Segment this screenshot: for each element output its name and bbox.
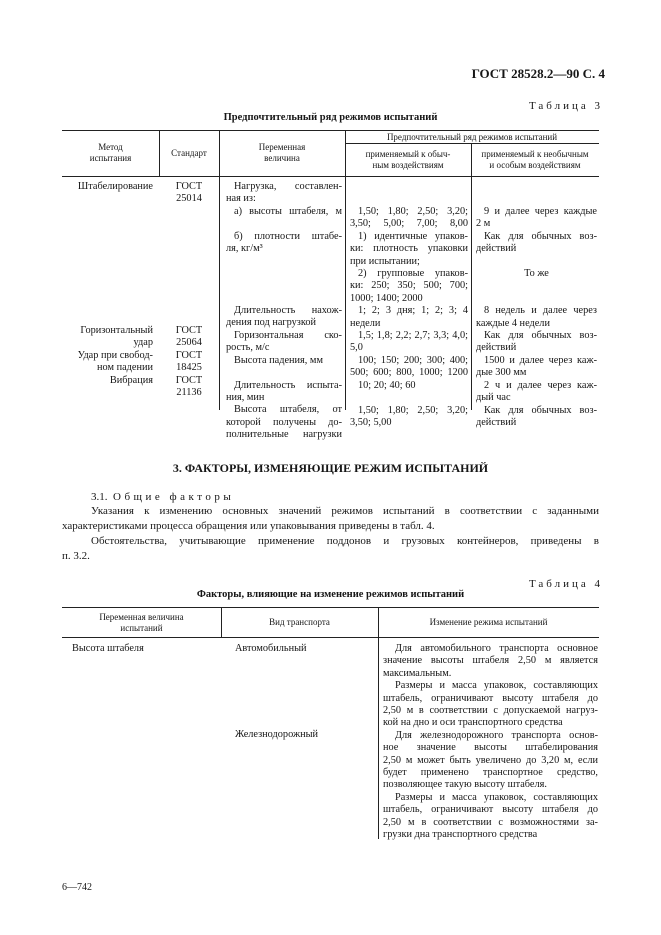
table4-header-transport: Вид транспорта <box>269 617 330 627</box>
table3-method: Вибрация <box>109 375 153 386</box>
table3-col-rule-4 <box>471 143 472 410</box>
table3-method: Горизонтальный удар <box>80 325 153 349</box>
table3-standard: ГОСТ 25014 <box>175 181 203 205</box>
table3-method: Удар при свобод- ном падении <box>77 350 153 374</box>
table3-header-bottom-rule <box>62 176 599 177</box>
table3-header-mid-rule <box>345 143 599 144</box>
page-footer: 6—742 <box>62 882 92 893</box>
table3-top-rule <box>62 130 599 131</box>
table4-header-bottom-rule <box>62 637 599 638</box>
table3-col-rule-2 <box>219 130 220 410</box>
table3-standard: ГОСТ 18425 <box>175 350 203 374</box>
table3-header-special: применяемый к необычным и особым воздействиям <box>481 149 589 170</box>
table3-standard: ГОСТ 21136 <box>175 375 203 399</box>
table3-variable-column: Нагрузка, составлен- ная из: а) высоты штабеля, м б) плотности штабе- ля, кг/м³ Длительность нахож- дения под нагрузкой Горизонтальная ско- рость, м/с Высота падения, мм Длительность испыта- ния, мин Высота штабеля, от которой получены до- полнительные нагрузки <box>226 181 342 441</box>
table4-top-rule <box>62 607 599 608</box>
table3-col-rule-3 <box>345 130 346 410</box>
table3-header-standard: Стандарт <box>171 148 207 158</box>
table4-transport-rail: Железнодорожный <box>235 729 319 740</box>
table3-header-normal: применяемый к обыч- ным воздействиям <box>365 149 451 170</box>
paragraph-2: Обстоятельства, учитывающие применение поддонов и грузовых контейнеров, приведены в п. 3.2. <box>62 535 599 562</box>
table4-row-variable: Высота штабеля <box>72 643 144 654</box>
table4-header-variable: Переменная величина испытаний <box>99 612 184 633</box>
table4-caption: Факторы, влияющие на изменение режимов испытаний <box>196 589 465 600</box>
table4-header-change: Изменение режима испытаний <box>429 617 548 627</box>
table3-special-column: 9 и далее через каждые 2 м Как для обычных воз- действий То же 8 недель и далее через каждые 4 недели Как для обычных воз- действий 1500 и далее через каж- дые 300 мм 2 ч и далее через каж- дый час Как для обычных воз- действий <box>476 206 597 428</box>
table4-label: Таблица 4 <box>528 578 603 590</box>
table3-label: Таблица 3 <box>528 100 603 112</box>
table3-caption: Предпочтительный ряд режимов испытаний <box>223 112 438 123</box>
table3-standard: ГОСТ 25064 <box>175 325 203 349</box>
table4-col-rule-2 <box>378 607 379 839</box>
table4-change-column: Для автомобильного транспорта основное значение высоты штабеля 2,50 м является максимальным. Размеры и масса упаковок, составляющих штабель, ограничивают высоту штабеля до 2,50 м в соответствии с допускаемой нагруз- кой на дно и оси транспортного средства Для железнодорожного транспорта основ- ное значение высоты штабелирования 2,50 м может быть увеличено до 3,20 м, если будет применено транспортное средство, позволяющее такую высоту штабеля. Размеры и масса упаковок, составляющих штабель, ограничивают высоту штабеля до 2,50 м в соответствии с возможностями за- грузки дна транспортного средства <box>383 643 598 841</box>
table4-transport-auto: Автомобильный <box>235 643 307 654</box>
paragraph-1: Указания к изменению основных значений режимов испытаний в соответствии с заданными характеристиками процесса обращения или упаковывания приведены в табл. 4. <box>62 505 599 532</box>
table3-header-variable: Переменная величина <box>258 142 306 163</box>
table3-normal-column: 1,50; 1,80; 2,50; 3,20; 3,50; 5,00; 7,00; 8,00 1) идентичные упаков- ки: плотность упаковки при испытании; 2) групповые упаков- ки: 250; 350; 500; 700; 1000; 1400; 2000 1; 2; 3 дня; 1; 2; 3; 4 недели 1,5; 1,8; 2,2; 2,7; 3,3; 4,0; 5,0 100; 150; 200; 300; 400; 500; 600; 800, 1000; 1200 10; 20; 40; 60 1,50; 1,80; 2,50; 3,20; 3,50; 5,00 <box>350 206 468 428</box>
section-title: 3. ФАКТОРЫ, ИЗМЕНЯЮЩИЕ РЕЖИМ ИСПЫТАНИЙ <box>172 461 489 475</box>
subsection-heading: 3.1. Общие факторы <box>91 491 235 503</box>
page-header: ГОСТ 28528.2—90 С. 4 <box>471 66 605 81</box>
table3-method: Штабелирование <box>77 181 153 192</box>
table3-header-preferred: Предпочтительный ряд режимов испытаний <box>386 132 558 142</box>
table3-header-method: Метод испытания <box>89 142 132 163</box>
